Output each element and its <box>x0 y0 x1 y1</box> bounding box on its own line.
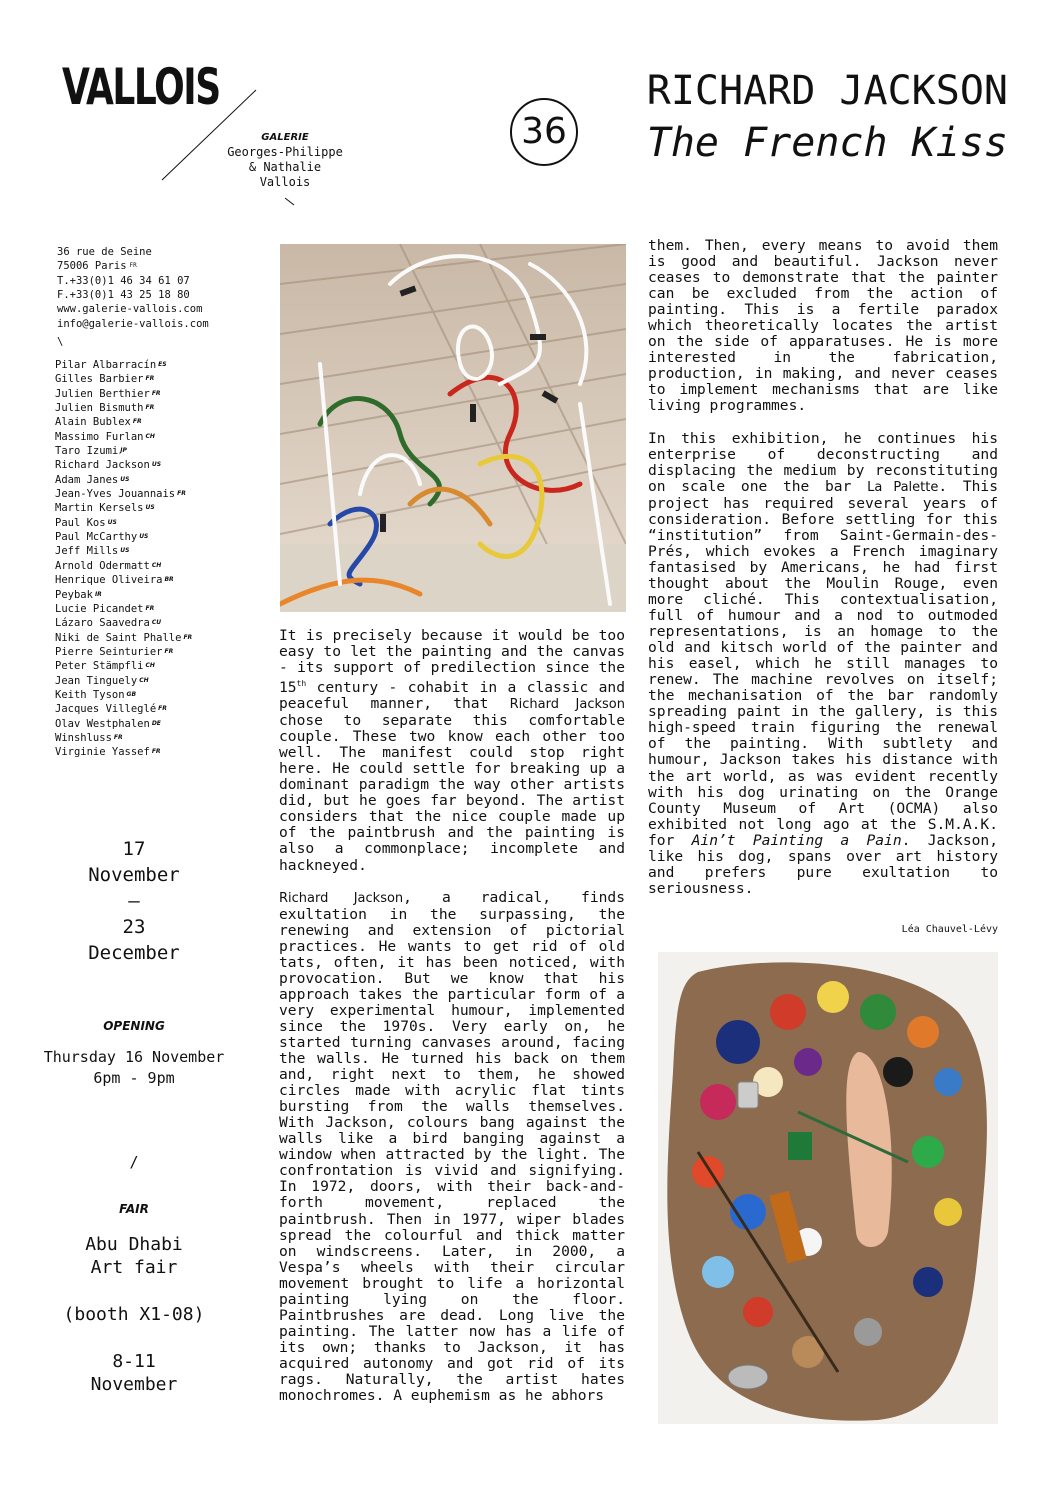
issue-number-badge: 36 <box>510 98 578 166</box>
p4-bar-name: La Palette <box>867 479 939 495</box>
p1-text-c: chose to separate this comfortable couple. These two know each other too well. The manifest could stop right here. He could settle for breaking up a dominant paradigm the way other artists did, but he goes far beyond. The artist considers that the nice couple made up of the paintbrush and the painting is also a commonplace; incomplete and hackneyed. <box>279 712 625 874</box>
fair-name-line-2: Art fair <box>90 1257 178 1278</box>
fair-label: FAIR <box>119 1202 149 1216</box>
artist-list-item <box>55 674 192 688</box>
artist-name: Taro Izumi <box>55 445 119 458</box>
artist-country: IR <box>94 590 102 598</box>
artist-country: DE <box>151 719 161 727</box>
artist-name: Niki de Saint Phalle <box>55 631 182 644</box>
galerie-line-2: & Nathalie <box>248 160 322 174</box>
palette-photo <box>658 952 998 1424</box>
fair-block <box>20 1198 248 1396</box>
artist-name: Jean-Yves Jouannais <box>55 488 176 501</box>
artist-country: CH <box>151 561 162 569</box>
gallery-owners <box>220 130 350 190</box>
artist-list-item <box>55 645 192 659</box>
p4-text-a: In this exhibition, he continues his enterprise of deconstructing and displacing the medium by reconstituting on scale one the bar <box>648 429 998 495</box>
galerie-line-3: Vallois <box>259 175 311 189</box>
fair-dates-line-1: 8-11 <box>112 1351 156 1372</box>
artist-list-item <box>55 573 192 587</box>
artist-name: Adam Janes <box>55 473 119 486</box>
artist-name: Peybak <box>55 588 93 601</box>
p1-text-b: century - cohabit in a classic and peaceful manner, that <box>279 679 625 713</box>
artist-country: FR <box>164 647 174 655</box>
exhibition-title: The French Kiss <box>646 120 1008 166</box>
artist-name: Lucie Picandet <box>55 602 144 615</box>
address-city-line <box>57 259 209 273</box>
p1-artist-name: Richard Jackson <box>509 697 625 713</box>
author-signature: Léa Chauvel-Lévy <box>901 924 998 935</box>
artist-country: CH <box>145 432 155 440</box>
artist-name: Pierre Seinturier <box>55 645 163 658</box>
address-separator: \ <box>57 335 64 348</box>
opening-block <box>20 1016 248 1089</box>
artist-name: Richard Jackson <box>55 459 150 472</box>
artist-country: US <box>139 533 149 541</box>
fair-booth: (booth X1-08) <box>63 1304 205 1325</box>
artist-name: Virginie Yassef <box>55 746 150 759</box>
artist-name: Arnold Odermatt <box>55 559 150 572</box>
artist-list-item <box>55 602 192 616</box>
artist-list-item <box>55 501 192 515</box>
end-month: December <box>88 942 180 964</box>
artist-name: Jean Tinguely <box>55 674 138 687</box>
artist-country: FR <box>183 633 193 641</box>
opening-label: OPENING <box>103 1019 165 1033</box>
artist-country: US <box>120 475 130 483</box>
artist-country: CH <box>145 662 155 670</box>
artist-name: Peter Stämpfli <box>55 660 144 673</box>
address-country: FR <box>129 262 137 270</box>
neon-sculpture-photo <box>280 244 626 612</box>
artist-country: FR <box>151 389 161 397</box>
artist-country: FR <box>151 748 161 756</box>
artist-list <box>55 358 192 760</box>
address-fax: F.+33(0)1 43 25 18 80 <box>57 289 190 302</box>
address-phone: T.+33(0)1 46 34 61 07 <box>57 274 190 287</box>
artist-list-item <box>55 530 192 544</box>
start-month: November <box>88 864 180 886</box>
paragraph-2 <box>279 890 625 1405</box>
artist-name: Julien Berthier <box>55 387 150 400</box>
artist-name: Massimo Furlan <box>55 430 144 443</box>
artist-list-item <box>55 616 192 630</box>
p1-superscript: th <box>296 679 307 689</box>
artist-country: FR <box>113 733 123 741</box>
artist-country: CH <box>139 676 149 684</box>
artist-list-item <box>55 358 192 372</box>
p4-text-c: . Jackson, like his dog, spans over art history and prefers pure exultation to seriousness. <box>648 831 998 897</box>
artist-country: US <box>107 518 117 526</box>
artist-list-item <box>55 659 192 673</box>
paragraph-3: them. Then, every means to avoid them is good and beautiful. Jackson never ceases to demonstrate that the painter can be excluded from the action of painting. This is a fertile paradox which theoretically locates the artist on the side of apparatuses. He is more interested in the fabrication, production, in making, and never ceases to implement mechanisms that are like living programmes. <box>648 237 998 415</box>
address-website[interactable]: www.galerie-vallois.com <box>57 303 203 316</box>
end-day: 23 <box>122 916 146 938</box>
exhibition-dates <box>20 836 248 966</box>
address-street: 36 rue de Seine <box>57 246 152 258</box>
artist-name: Lázaro Saavedra <box>55 617 150 630</box>
artist-name: Winshluss <box>55 731 112 744</box>
p4-work-title: Ain’t Painting a Pain <box>691 831 902 849</box>
artist-name: Henrique Oliveira <box>55 574 163 587</box>
artist-country: US <box>145 504 155 512</box>
artist-name: Pilar Albarracín <box>55 359 157 371</box>
artist-name: Jeff Mills <box>55 545 119 558</box>
start-day: 17 <box>122 838 146 860</box>
artist-list-item <box>55 544 192 558</box>
gallery-logo: VALLOIS <box>62 58 220 116</box>
artist-country: ES <box>158 361 167 368</box>
p2-text: , a radical, finds exultation in the surpassing, the renewing and extension of pictorial practices. He wants to get rid of old tats, often, it has been noticed, with provocation. But we know that his approach takes the particular form of a very experimental humour, implemented since the 1970s. Very early on, he started turning canvases around, facing the walls. He turned his back on them and, right next to them, he showed circles made with acrylic flat tints bursting from the walls themselves. With Jackson, colours bang against the walls like a bird banging against a window when attracted by the light. The confrontation is vivid and signifying. In 1972, doors, with their back-and-forth movement, replaced the paintbrush. Then in 1977, wiper blades spread the colourful and thick matter on windscreens. Later, in 2000, a Vespa’s wheels with their circular movement brought to life a horizontal painting lying on the floor. Paintbrushes are dead. Long live the painting. The latter now has a life of its own; thanks to Jackson, it has acquired autonomy and got rid of its rags. Naturally, the artist hates monochromes. A euphemism as he abhors <box>279 888 625 1405</box>
artist-name: Gilles Barbier <box>55 373 144 386</box>
artist-name-title: RICHARD JACKSON <box>646 68 1008 114</box>
galerie-line-1: Georges-Philippe <box>227 145 343 159</box>
paragraph-4 <box>648 431 998 897</box>
artist-list-item <box>55 731 192 745</box>
artist-list-item <box>55 430 192 444</box>
article-column-2 <box>648 238 998 913</box>
opening-time: 6pm - 9pm <box>93 1069 175 1087</box>
p2-artist-name: Richard Jackson <box>279 890 404 906</box>
artist-country: FR <box>145 375 155 383</box>
artist-list-item <box>55 516 192 530</box>
artist-list-item <box>55 631 192 645</box>
opening-day: Thursday 16 November <box>43 1048 225 1066</box>
artist-country: FR <box>158 705 167 713</box>
date-dash: – <box>128 890 140 912</box>
p4-text-b: . This project has required several years of consideration. Before settling for this “institution” from Saint-Germain-des-Prés, which evokes a French imaginary fantasised by Americans, he had first thought about the Moulin Rouge, even more cliché. This contextualisation, full of humour and a nod to outmoded representations, is an homage to the old and kitsch world of the painter and his easel, which he still manages to renew. The machine revolves on itself; the mechanisation of the bar randomly spreading paint in the gallery, is this high-speed train figuring the renewal of the painting. With subtlety and humour, Jackson takes his distance with the art world, as was evident recently with his dog urinating on the Orange County Museum of Art (OCMA) also exhibited not long ago at the S.M.A.K. for <box>648 477 998 849</box>
fair-dates-line-2: November <box>90 1374 178 1395</box>
section-separator: / <box>129 1153 139 1171</box>
article-column-1 <box>279 628 625 1420</box>
artist-country: US <box>151 461 162 469</box>
artist-name: Alain Bublex <box>55 416 131 429</box>
artist-country: FR <box>132 418 142 426</box>
artist-list-item <box>55 415 192 429</box>
galerie-backslash <box>284 197 296 207</box>
p1-text-a: It is precisely because it would be too easy to let the painting and the canvas - its support of predilection since the 15 <box>279 627 625 696</box>
artist-name: Jacques Villeglé <box>55 703 157 716</box>
artist-list-item <box>55 688 192 702</box>
artist-name: Paul Kos <box>55 516 106 529</box>
artist-list-item <box>55 745 192 759</box>
artist-country: GB <box>126 690 137 698</box>
fair-name-line-1: Abu Dhabi <box>85 1234 183 1255</box>
artist-name: Olav Westphalen <box>55 717 150 730</box>
address-email[interactable]: info@galerie-vallois.com <box>57 317 209 330</box>
artist-list-item <box>55 702 192 716</box>
artist-list-item <box>55 487 192 501</box>
artist-list-item <box>55 458 192 472</box>
artist-list-item <box>55 473 192 487</box>
artist-list-item <box>55 372 192 386</box>
artist-list-item <box>55 444 192 458</box>
artist-list-item <box>55 387 192 401</box>
artist-list-item <box>55 401 192 415</box>
artist-country: JP <box>120 447 127 455</box>
artist-country: CU <box>151 619 162 627</box>
artist-country: BR <box>164 576 174 584</box>
gallery-address <box>57 245 209 349</box>
artist-list-item <box>55 717 192 731</box>
artist-name: Julien Bismuth <box>55 402 144 415</box>
artist-country: US <box>120 547 130 555</box>
artist-country: FR <box>145 604 155 612</box>
artist-list-item <box>55 588 192 602</box>
artist-country: FR <box>145 404 155 412</box>
artist-country: FR <box>177 490 186 498</box>
artist-name: Keith Tyson <box>55 688 125 701</box>
galerie-label: GALERIE <box>261 132 309 143</box>
artist-name: Martin Kersels <box>55 502 144 515</box>
artist-name: Paul McCarthy <box>55 531 138 544</box>
artist-list-item <box>55 559 192 573</box>
address-city: 75006 Paris <box>57 260 127 273</box>
paragraph-1 <box>279 628 625 874</box>
